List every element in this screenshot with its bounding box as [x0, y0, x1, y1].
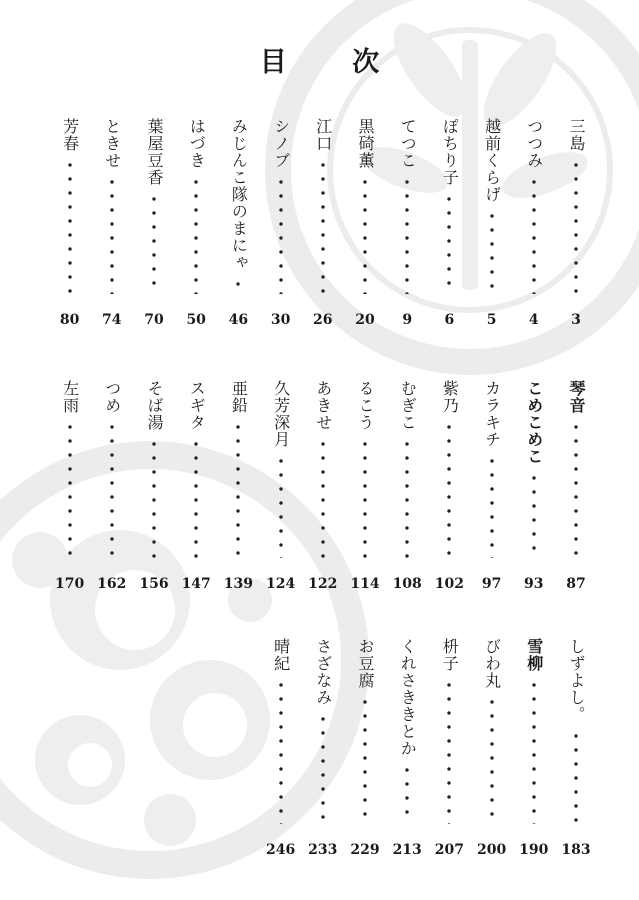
- toc-entry-title: むぎこ: [398, 380, 418, 431]
- toc-entry-title: 黒碕薫: [356, 118, 375, 169]
- toc-entry-page-number: 3: [571, 312, 581, 328]
- toc-entry-page-number: 87: [566, 576, 586, 592]
- toc-entry: [139, 380, 169, 592]
- toc-entry-page-number: 74: [102, 312, 122, 328]
- toc-entry-title: 越前くらげ: [482, 118, 502, 203]
- toc-entry-page-number: 139: [223, 576, 254, 592]
- toc-leader-dots: [68, 158, 72, 294]
- toc-leader-dots: [574, 158, 578, 294]
- toc-entry-page-number: 108: [392, 576, 422, 592]
- toc-entry: [519, 638, 549, 858]
- toc-entry-page-number: 93: [524, 576, 544, 592]
- toc-entry: [142, 118, 166, 328]
- toc-entry: [392, 380, 422, 592]
- toc-entry: [392, 638, 422, 858]
- toc-entry-title: スギタ: [187, 380, 207, 431]
- toc-entry-title: てつこ: [398, 118, 418, 169]
- toc-leader-dots: [532, 175, 536, 294]
- toc-entry-page-number: 4: [528, 312, 539, 328]
- toc-entry: [434, 380, 465, 592]
- toc-entry-title: 江口: [313, 118, 333, 152]
- toc-entry: [100, 118, 124, 328]
- toc-entry-title: こめこめこ: [524, 380, 544, 465]
- toc-entry: [311, 118, 335, 328]
- toc-entry: [480, 380, 504, 592]
- toc-entry-page-number: 183: [561, 842, 591, 858]
- toc-entry: [308, 638, 338, 858]
- toc-leader-dots: [574, 729, 578, 824]
- toc-entry-page-number: 9: [402, 312, 413, 328]
- toc-leader-dots: [490, 454, 494, 558]
- toc-leader-dots: [152, 437, 156, 558]
- toc-entry: [522, 118, 546, 328]
- toc-leader-dots: [279, 175, 283, 294]
- toc-entry-page-number: 6: [444, 312, 455, 328]
- toc-entry-title: くれさききとか: [398, 638, 418, 757]
- toc-leader-dots: [363, 695, 367, 824]
- toc-entry: [223, 380, 254, 592]
- toc-leader-dots: [110, 175, 114, 294]
- toc-entry-title: つめ: [102, 380, 122, 414]
- toc-leader-dots: [236, 420, 240, 558]
- toc-entry: [308, 380, 338, 592]
- toc-entry-page-number: 122: [308, 576, 338, 592]
- toc-entry-page-number: 246: [265, 842, 296, 858]
- toc-leader-dots: [405, 175, 409, 294]
- toc-entry-title: 亜鉛: [229, 380, 249, 414]
- toc-entry-page-number: 213: [392, 842, 422, 858]
- toc-leader-dots: [321, 437, 325, 558]
- toc-entry-title: 枡子: [440, 638, 460, 672]
- toc-entry-page-number: 124: [265, 576, 296, 592]
- toc-entry-title: 葉屋豆香: [145, 118, 164, 186]
- toc-entry-title: カラキチ: [482, 380, 502, 448]
- toc-entry-page-number: 207: [434, 842, 465, 858]
- toc-entry-page-number: 50: [186, 312, 206, 328]
- toc-leader-dots: [447, 420, 451, 558]
- toc-leader-dots: [490, 695, 494, 824]
- toc-entry-title: みじんこ隊のまにゃ: [229, 118, 249, 271]
- toc-leader-dots: [194, 437, 198, 558]
- toc-entry-page-number: 200: [476, 842, 507, 858]
- toc-leader-dots: [236, 277, 240, 294]
- toc-entry: [350, 638, 380, 858]
- toc-entry: [564, 380, 588, 592]
- toc-leader-dots: [321, 158, 325, 294]
- toc-section-2: [0, 380, 639, 592]
- toc-entry: [480, 118, 504, 328]
- toc-entry: [269, 118, 293, 328]
- toc-entry-title: つつみ: [524, 118, 544, 169]
- toc-entry-page-number: 229: [350, 842, 380, 858]
- toc-leader-dots: [363, 437, 367, 558]
- toc-entry: [54, 380, 85, 592]
- toc-entry-page-number: 70: [144, 312, 164, 328]
- toc-leader-dots: [363, 175, 367, 294]
- toc-entry-title: はづき: [187, 118, 207, 169]
- toc-entry: [561, 638, 591, 858]
- toc-title: 目 次: [259, 47, 408, 78]
- toc-leader-dots: [447, 192, 451, 294]
- toc-entry: [265, 380, 296, 592]
- toc-leader-dots: [110, 420, 114, 558]
- toc-entry: [476, 638, 507, 858]
- toc-entry-title: るこう: [356, 380, 375, 431]
- toc-entry-title: しずよし。: [567, 638, 586, 723]
- toc-entry-title: 晴紀: [271, 638, 291, 672]
- toc-leader-dots: [574, 420, 578, 558]
- toc-entry-title: 三島: [567, 118, 586, 152]
- toc-entry: [522, 380, 546, 592]
- toc-leader-dots: [490, 209, 494, 294]
- toc-entry-page-number: 80: [59, 312, 80, 328]
- toc-entry-page-number: 162: [97, 576, 127, 592]
- toc-entry: [353, 118, 377, 328]
- toc-section-1: [0, 118, 639, 328]
- toc-leader-dots: [68, 420, 72, 558]
- toc-entry-page-number: 102: [434, 576, 465, 592]
- toc-entry-page-number: 46: [228, 312, 249, 328]
- toc-entry-title: ぽちり子: [440, 118, 460, 186]
- toc-entry-title: 紫乃: [440, 380, 460, 414]
- toc-entry-title: びわ丸: [482, 638, 502, 689]
- toc-section-3: [0, 638, 639, 858]
- toc-leader-dots: [279, 678, 283, 824]
- toc-entry-page-number: 30: [270, 312, 291, 328]
- toc-leader-dots: [532, 471, 536, 558]
- toc-leader-dots: [321, 712, 325, 824]
- toc-entry-title: 左雨: [60, 380, 80, 414]
- toc-entry-title: 久芳深月: [271, 380, 291, 448]
- toc-entry: [184, 118, 208, 328]
- toc-entry-page-number: 233: [308, 842, 338, 858]
- toc-entry-title: そば湯: [145, 380, 164, 431]
- toc-entry: [350, 380, 380, 592]
- toc-entry: [58, 118, 82, 328]
- toc-entry-title: シノブ: [271, 118, 291, 169]
- toc-entry: [265, 638, 296, 858]
- toc-entry: [97, 380, 127, 592]
- toc-entry-title: あきせ: [313, 380, 333, 431]
- toc-entry-page-number: 170: [54, 576, 85, 592]
- toc-leader-dots: [405, 437, 409, 558]
- toc-entry-title: ときせ: [102, 118, 122, 169]
- toc-entry-title: さざなみ: [313, 638, 333, 706]
- toc-entry-page-number: 190: [519, 842, 549, 858]
- toc-entry-title: 芳春: [60, 118, 80, 152]
- toc-leader-dots: [447, 678, 451, 824]
- toc-entry-page-number: 97: [481, 576, 502, 592]
- toc-entry-title: 琴音: [567, 380, 586, 414]
- toc-entry-page-number: 20: [355, 312, 375, 328]
- toc-entry-page-number: 5: [486, 312, 497, 328]
- toc-entry-page-number: 114: [350, 576, 380, 592]
- toc-entry: [434, 638, 465, 858]
- toc-entry: [181, 380, 211, 592]
- toc-entry-title: 雪柳: [524, 638, 544, 672]
- toc-entry-page-number: 26: [313, 312, 333, 328]
- toc-leader-dots: [194, 175, 198, 294]
- toc-entry-page-number: 156: [139, 576, 169, 592]
- toc-entry-page-number: 147: [181, 576, 211, 592]
- toc-leader-dots: [532, 678, 536, 824]
- toc-entry: [226, 118, 250, 328]
- toc-entry: [395, 118, 419, 328]
- toc-leader-dots: [405, 763, 409, 824]
- toc-entry: [564, 118, 588, 328]
- toc-leader-dots: [152, 192, 156, 294]
- toc-entry-title: お豆腐: [356, 638, 375, 689]
- toc-leader-dots: [279, 454, 283, 558]
- toc-entry: [437, 118, 461, 328]
